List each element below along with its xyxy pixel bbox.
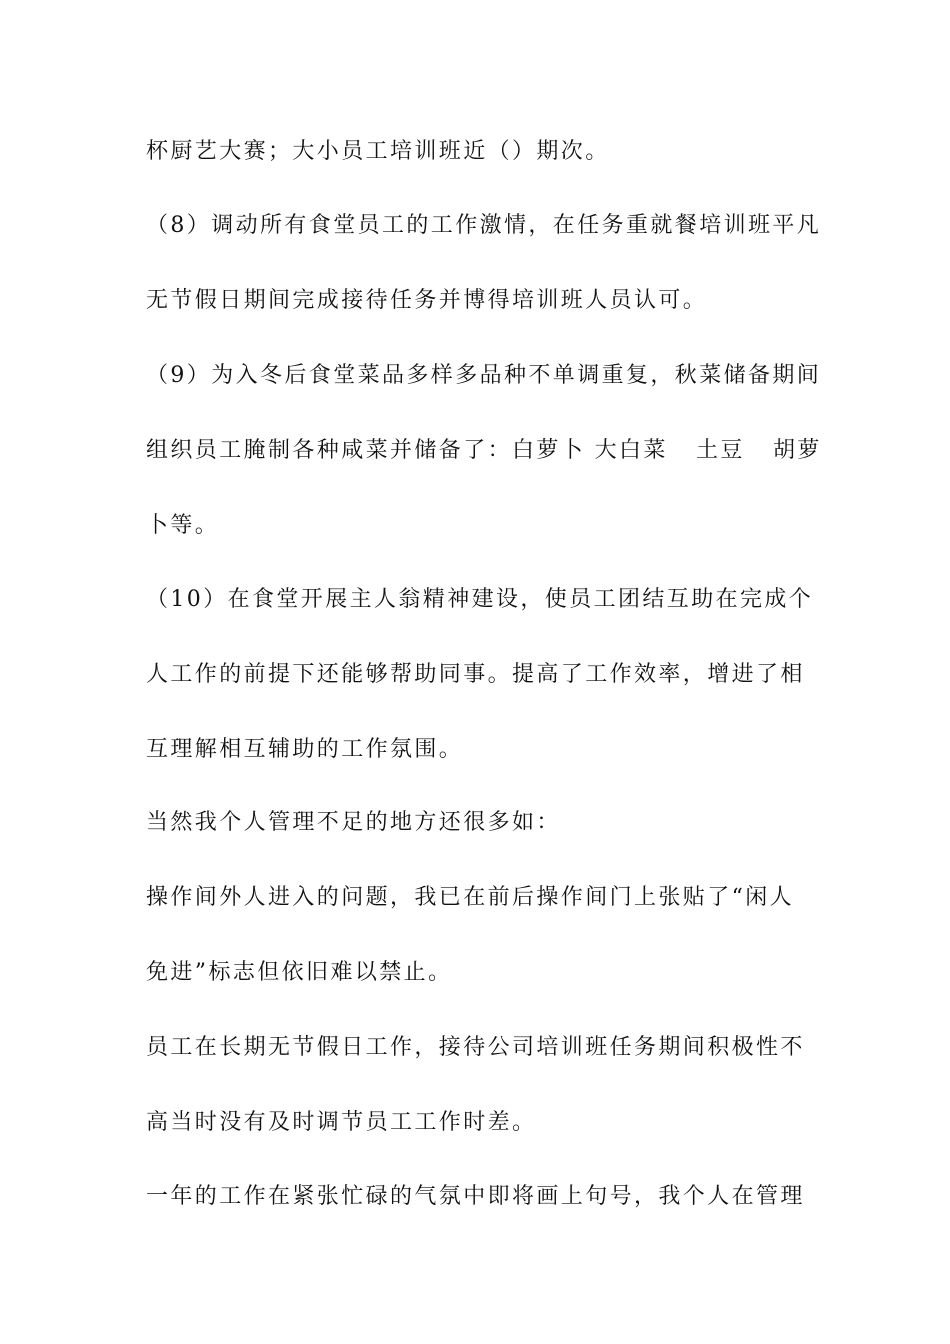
- text-line: 当然我个人管理不足的地方还很多如：: [146, 810, 561, 835]
- text-line: 操作间外人进入的问题，我已在前后操作间门上张贴了“闲人: [146, 885, 795, 910]
- text-line: （8）调动所有食堂员工的工作激情，在任务重就餐培训班平凡: [146, 213, 822, 238]
- text-line: 卜等。: [146, 513, 220, 538]
- text-line: 一年的工作在紧张忙碌的气氛中即将画上句号，我个人在管理: [146, 1184, 805, 1209]
- text-line: 杯厨艺大赛；大小员工培训班近（）期次。: [146, 139, 610, 164]
- text-line: 互理解相互辅助的工作氛围。: [146, 737, 464, 762]
- text-line: 免进”标志但依旧难以禁止。: [146, 960, 453, 985]
- text-line: （10）在食堂开展主人翁精神建设，使员工团结互助在完成个: [146, 587, 814, 612]
- text-line: 组织员工腌制各种咸菜并储备了：白萝卜 大白菜 土豆 胡萝: [146, 438, 822, 463]
- text-line: 员工在长期无节假日工作，接待公司培训班任务期间积极性不: [146, 1035, 805, 1060]
- text-line: 高当时没有及时调节员工工作时差。: [146, 1110, 537, 1135]
- text-line: 无节假日期间完成接待任务并博得培训班人员认可。: [146, 288, 708, 313]
- text-line: （9）为入冬后食堂菜品多样多品种不单调重复，秋菜储备期间: [146, 363, 822, 388]
- text-line: 人工作的前提下还能够帮助同事。提高了工作效率，增进了相: [146, 662, 805, 687]
